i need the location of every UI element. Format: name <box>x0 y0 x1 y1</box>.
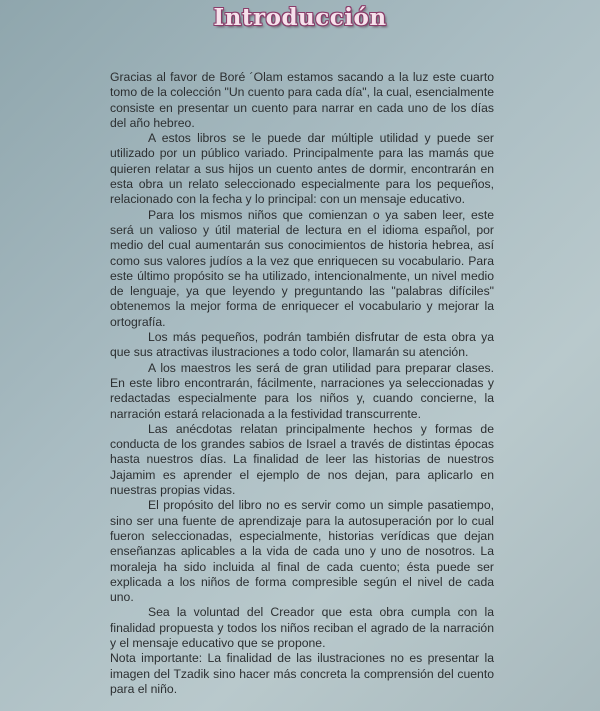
paragraph-2: A estos libros se le puede dar múltiple utilidad y puede ser utilizado por un público variado. Principalmente para las mamás que quieren relatar a sus hijos un cuento antes de dormir, encontrarán en esta obra un relato seleccionado especialmente para los pequeños, relacionado con la fecha y lo principal: con un mensaje educativo. <box>110 131 494 207</box>
paragraph-8: Sea la voluntad del Creador que esta obra cumpla con la finalidad propuesta y todos los niños reciban el agrado de la narración y el mensaje educativo que se propone. <box>110 605 494 650</box>
paragraph-5: A los maestros les será de gran utilidad para preparar clases. En este libro encontrarán, fácilmente, narraciones ya seleccionadas y redactadas especialmente para los niños y, cuando concierne, la narración estará relacionada a la festividad transcurrente. <box>110 360 494 421</box>
paragraph-6: Las anécdotas relatan principalmente hechos y formas de conducta de los grandes sabios de Israel a través de distintas épocas hasta nuestros días. La finalidad de leer las historias de nuestros Jajamim es aprender el ejemplo de nos dejan, para aplicarlo en nuestras propias vidas. <box>110 421 494 498</box>
body-text <box>110 70 494 697</box>
paragraph-1: Gracias al favor de Boré ´Olam estamos sacando a la luz este cuarto tomo de la colección "Un cuento para cada día", la cual, esencialmente consiste en presentar un cuento para narrar en cada uno de los días del año hebreo. <box>110 70 494 130</box>
note-paragraph: Nota importante: La finalidad de las ilustraciones no es presentar la imagen del Tzadik sino hacer más concreta la comprensión del cuento para el niño. <box>110 651 494 696</box>
page-title: Introducción <box>213 4 387 31</box>
paragraph-7: El propósito del libro no es servir como un simple pasatiempo, sino ser una fuente de aprendizaje para la autosuperación por lo cual fueron seleccionadas, especialmente, historias verídicas que dejan enseñanzas aplicables a la vida de cada uno y uno de nosotros. La moraleja ha sido incluida al final de cada cuento; ésta puede ser explicada a los niños de forma compresible según el nivel de cada uno. <box>110 498 494 605</box>
paragraph-3: Para los mismos niños que comienzan o ya saben leer, este será un valioso y útil material de lectura en el idioma español, por medio del cual aumentarán sus conocimientos de historia hebrea, así como sus valores judíos a la vez que enriquecen su vocabulario. Para este último propósito se ha utilizado, intencionalmente, un nivel medio de lenguaje, ya que leyendo y preguntando las "palabras difíciles" obtenemos la mejor forma de enriquecer el vocabulario y mejorar la ortografía. <box>110 207 494 329</box>
paragraph-4: Los más pequeños, podrán también disfrutar de esta obra ya que sus atractivas ilustraciones a todo color, llamarán su atención. <box>110 330 494 360</box>
